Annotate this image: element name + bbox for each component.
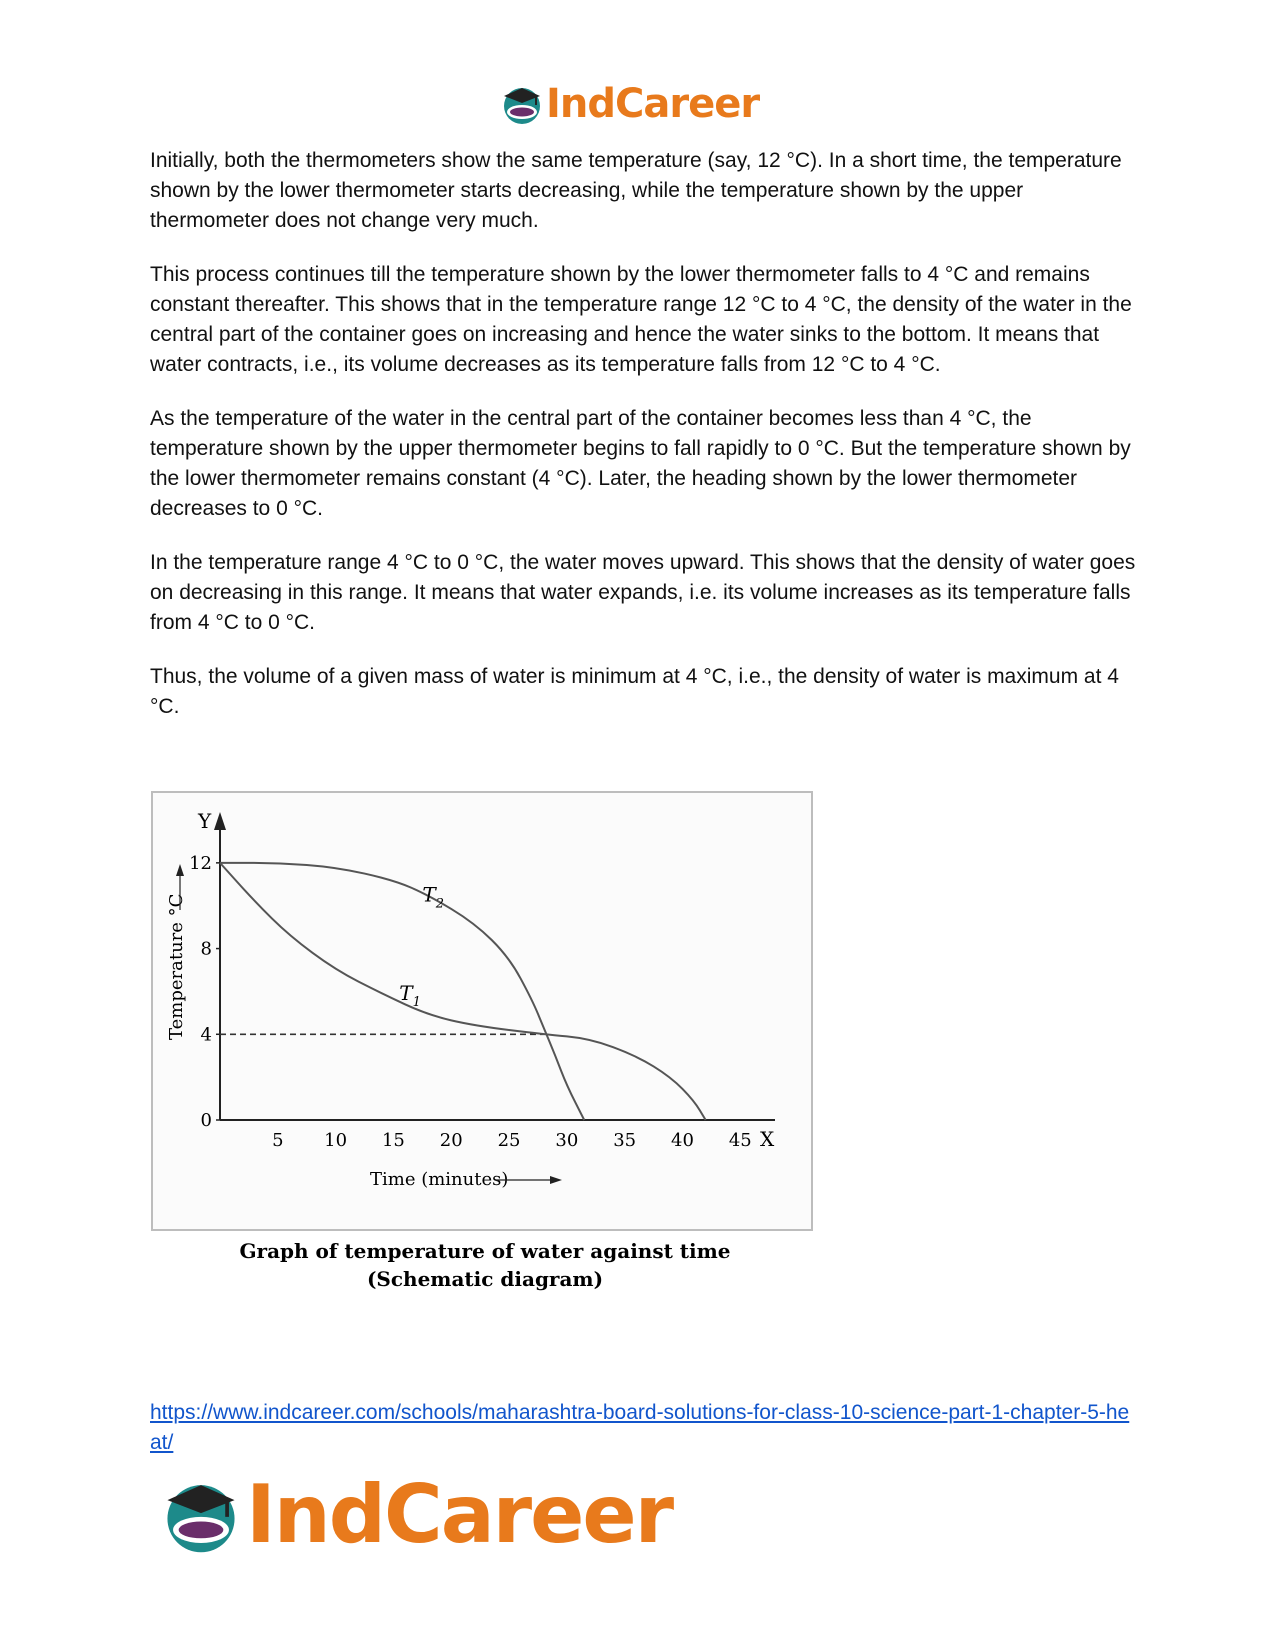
header-logo (500, 80, 780, 128)
x-tick-label: 20 (439, 1130, 463, 1151)
source-link-block (150, 1398, 1140, 1458)
x-tick-label: 25 (497, 1130, 521, 1151)
paragraph: As the temperature of the water in the central part of the container becomes less than 4 °C, the temperature shown by the upper thermometer begins to fall rapidly to 0 °C. But the temperature shown by the lower thermometer remains constant (4 °C). Later, the heading shown by the lower thermometer decreases to 0 °C. (150, 407, 1131, 520)
source-link[interactable]: https://www.indcareer.com/schools/maharashtra-board-solutions-for-class-10-science-part-1-chapter-5-heat/ (150, 1401, 1130, 1454)
article-body (150, 146, 1140, 746)
x-tick-label: 40 (671, 1130, 694, 1151)
x-tick-label: 30 (555, 1130, 579, 1151)
graduation-cap-globe-icon (500, 82, 544, 126)
graduation-cap-globe-icon (160, 1474, 242, 1556)
x-axis-label: Time (minutes) (370, 1169, 509, 1190)
paragraph: This process continues till the temperature shown by the lower thermometer falls to 4 °C and remains constant thereafter. This shows that in the temperature range 12 °C to 4 °C, the density of the water in the central part of the container goes on increasing and hence the water sinks to the bottom. It means that water contracts, i.e., its volume decreases as its temperature falls from 12 °C to 4 °C. (150, 263, 1132, 376)
temperature-graph-figure (150, 790, 820, 1310)
y-axis-letter: Y (198, 809, 212, 833)
y-tick-label: 12 (189, 852, 212, 874)
temperature-time-chart (150, 790, 820, 1310)
y-tick-label: 0 (200, 1110, 212, 1131)
figure-border (152, 792, 812, 1230)
curve-label-t1: $T_1$ (399, 981, 421, 1010)
x-tick-label: 35 (613, 1130, 637, 1151)
curve-label-t2: $T_2$ (422, 882, 444, 912)
paragraph: Initially, both the thermometers show the same temperature (say, 12 °C). In a short time, the temperature shown by the lower thermometer starts decreasing, while the temperature shown by the upper thermometer does not change very much. (150, 149, 1122, 232)
y-tick-label: 4 (200, 1024, 212, 1046)
logo-wordmark: IndCareer (246, 1468, 673, 1561)
y-tick-label: 8 (200, 938, 212, 960)
x-tick-label: 45 (728, 1130, 752, 1151)
figure-caption-line2: (Schematic diagram) (366, 1267, 604, 1291)
paragraph: Thus, the volume of a given mass of water is minimum at 4 °C, i.e., the density of water is maximum at 4 °C. (150, 665, 1119, 718)
x-axis-letter: X (760, 1127, 775, 1151)
x-tick-label: 10 (324, 1130, 348, 1151)
x-tick-label: 15 (381, 1130, 405, 1151)
figure-caption-line1: Graph of temperature of water against time (239, 1239, 731, 1263)
y-axis-label: Temperature °C (166, 893, 187, 1040)
logo-wordmark: IndCareer (546, 81, 760, 127)
footer-logo (160, 1470, 720, 1560)
x-tick-label: 5 (272, 1130, 284, 1151)
paragraph: In the temperature range 4 °C to 0 °C, the water moves upward. This shows that the density of water goes on decreasing in this range. It means that water expands, i.e. its volume increases as its temperature falls from 4 °C to 0 °C. (150, 551, 1136, 634)
